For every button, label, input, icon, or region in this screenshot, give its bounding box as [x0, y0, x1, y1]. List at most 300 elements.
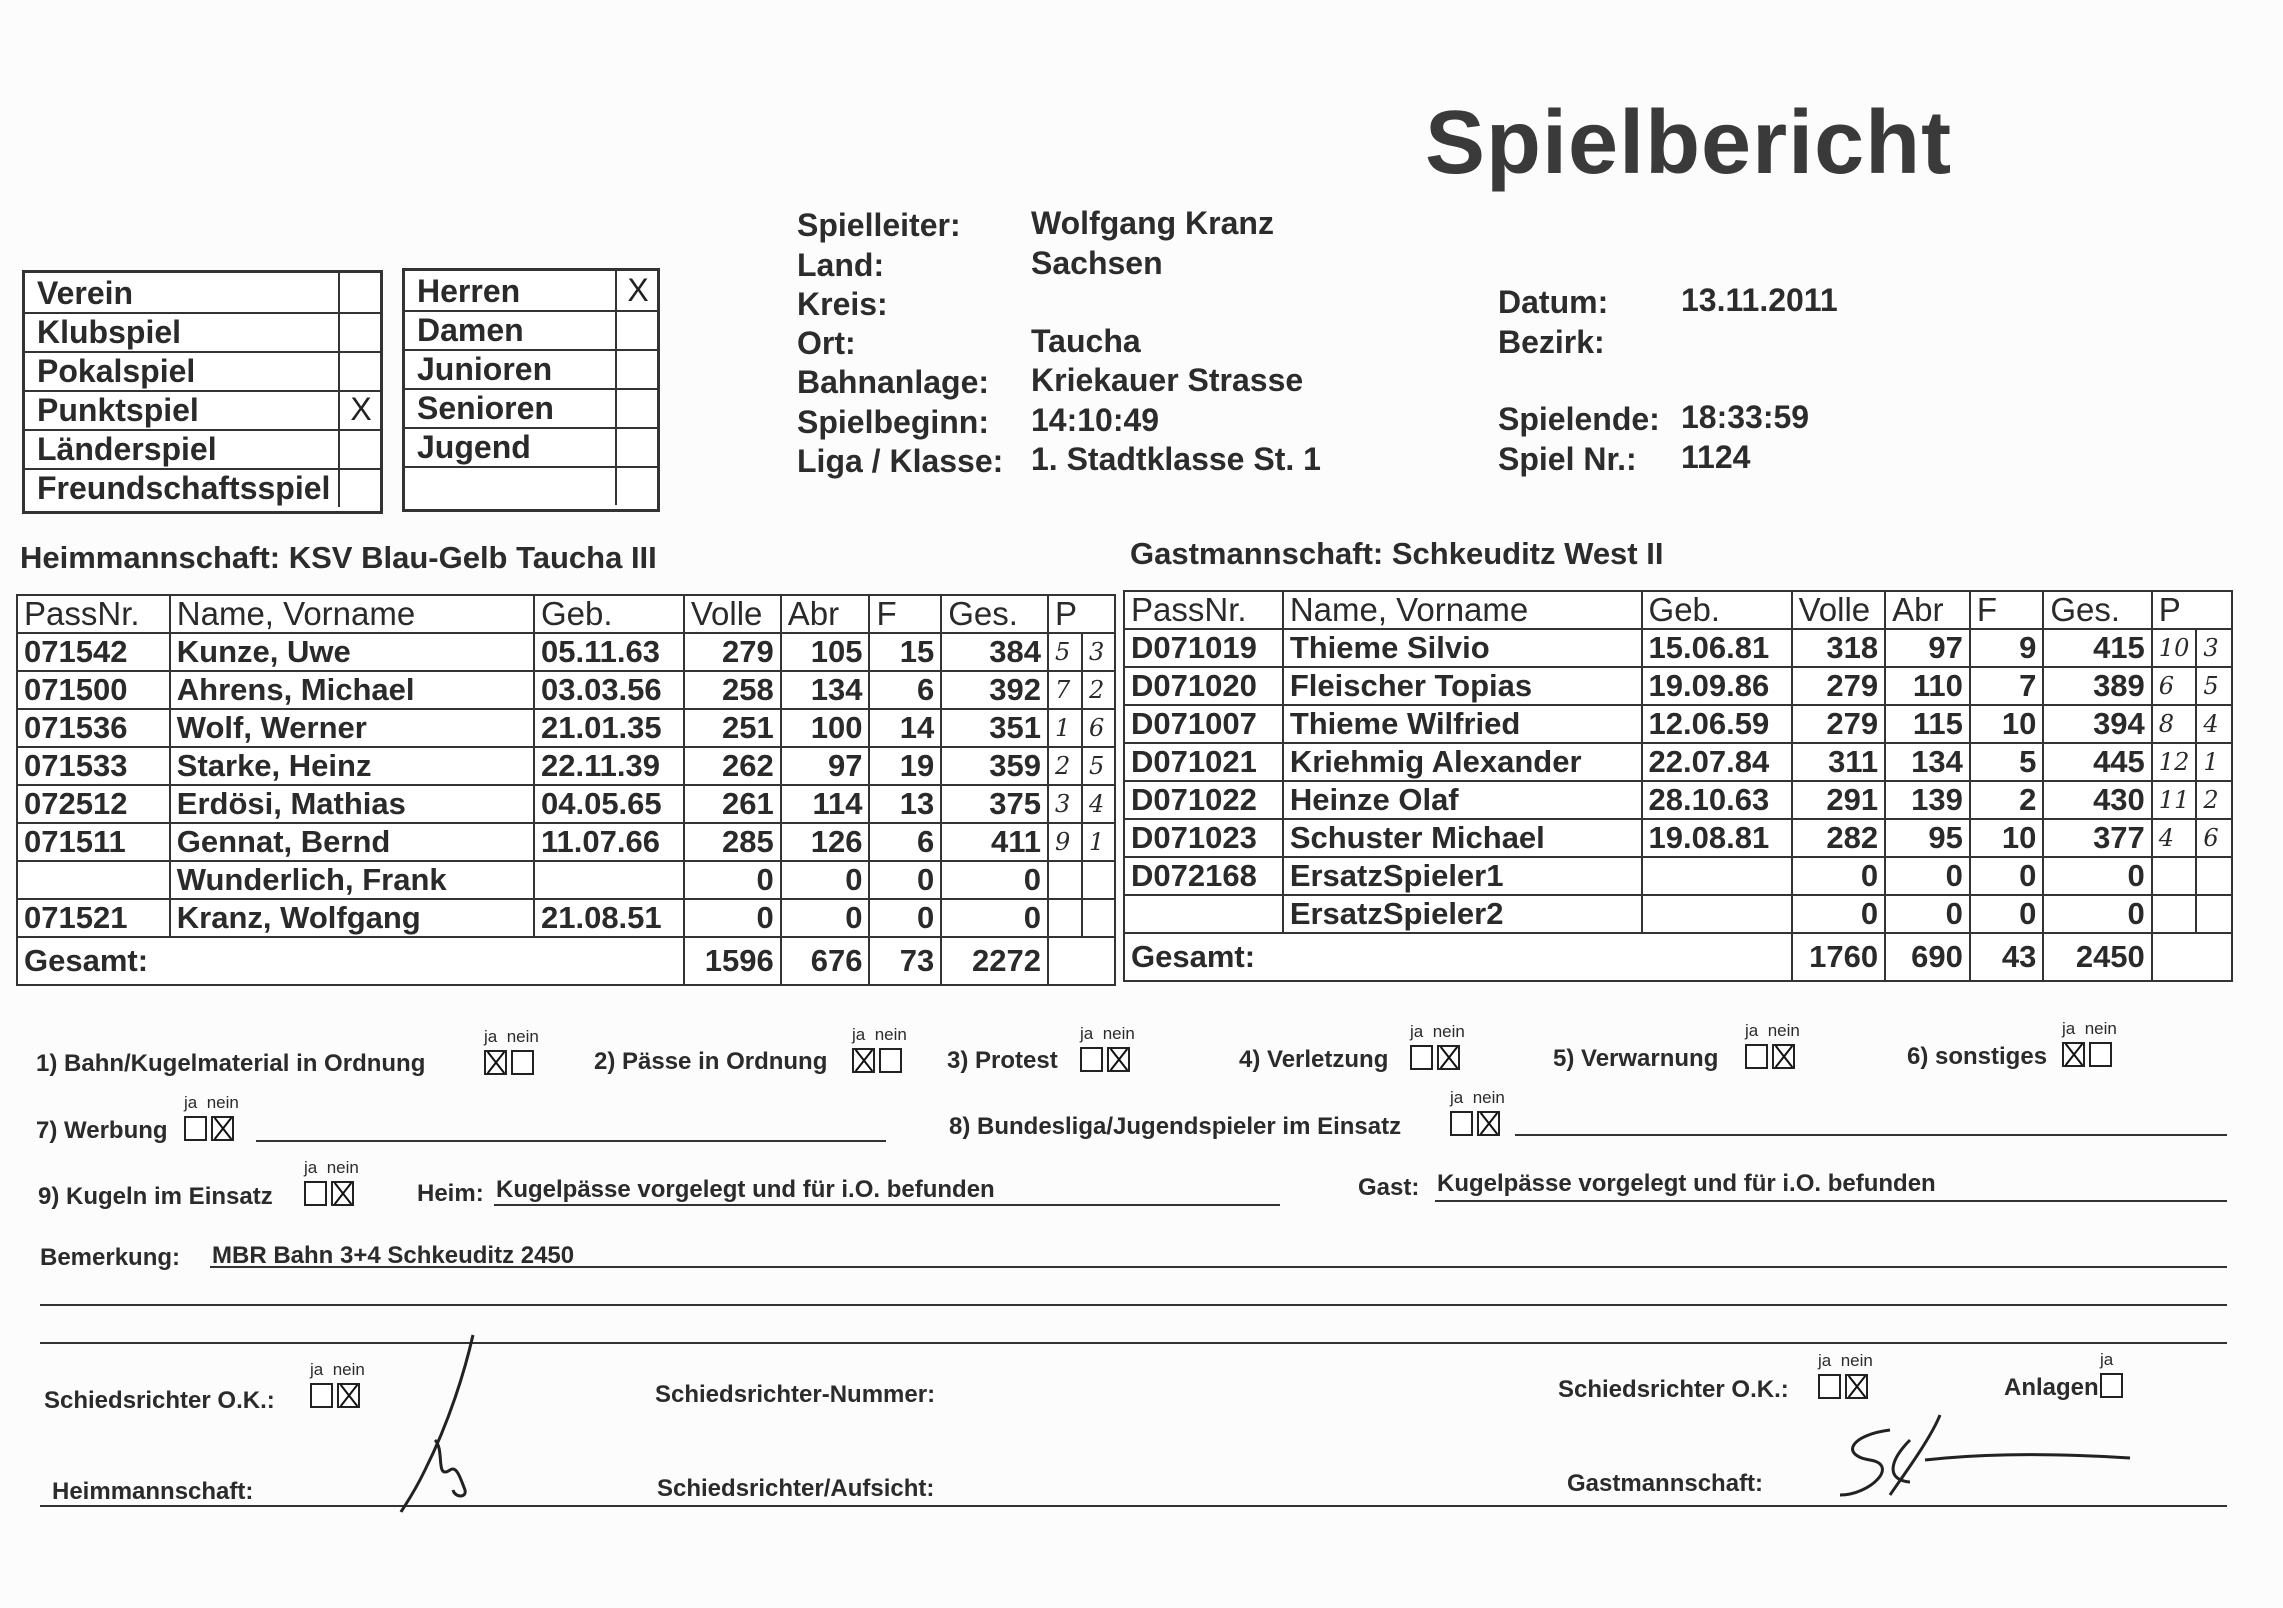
- ref-ok-left-ja-checkbox[interactable]: [310, 1383, 333, 1408]
- heim-label: Heim:: [417, 1180, 484, 1207]
- table-cell: 279: [684, 633, 781, 671]
- table-cell: Gennat, Bernd: [170, 823, 534, 861]
- totals-points-cell: [2152, 933, 2232, 981]
- points-cell: 1: [2196, 743, 2232, 781]
- ref-ok-right-label: Schiedsrichter O.K.:: [1558, 1376, 1789, 1403]
- table-row: [17, 899, 1115, 937]
- category-checkbox[interactable]: [615, 427, 659, 466]
- ja-nein-label: ja nein: [1080, 1024, 1135, 1043]
- table-row: [17, 785, 1115, 823]
- table-header-row: [17, 595, 1115, 633]
- table-cell: [1124, 895, 1283, 933]
- total-value: 2450: [2043, 933, 2151, 981]
- points-cell: 4: [2196, 705, 2232, 743]
- game-type-box: [22, 270, 383, 514]
- table-cell: 110: [1885, 667, 1970, 705]
- table-cell: 0: [869, 899, 941, 937]
- info-label: Spielbeginn:: [797, 404, 989, 440]
- info-label: Spielleiter:: [797, 207, 961, 243]
- anlagen-checkboxes: [2100, 1373, 2123, 1398]
- home-team-name: KSV Blau-Gelb Taucha III: [288, 540, 657, 575]
- table-row: [1124, 667, 2232, 705]
- ja-nein-label: ja nein: [484, 1027, 539, 1046]
- table-header-row: [1124, 591, 2232, 629]
- table-cell: 126: [781, 823, 870, 861]
- points-cell: 7: [1048, 671, 1082, 709]
- table-cell: 19.08.81: [1642, 819, 1792, 857]
- table-cell: Starke, Heinz: [170, 747, 534, 785]
- category-label: Damen: [417, 312, 524, 348]
- column-header: PassNr.: [17, 595, 170, 633]
- table-cell: Wunderlich, Frank: [170, 861, 534, 899]
- table-cell: 071533: [17, 747, 170, 785]
- remark-line: [40, 1342, 2227, 1344]
- game-type-row: [25, 429, 380, 470]
- ref-ok-right-nein-checkbox[interactable]: [1845, 1374, 1868, 1399]
- column-header: Name, Vorname: [170, 595, 534, 633]
- q3-label: 3) Protest: [947, 1047, 1058, 1074]
- game-type-checkbox[interactable]: X: [338, 390, 382, 429]
- ja-nein-label: ja nein: [304, 1158, 359, 1177]
- table-cell: Thieme Wilfried: [1283, 705, 1642, 743]
- points-cell: [1082, 861, 1115, 899]
- info-label: Liga / Klasse:: [797, 443, 1004, 479]
- game-type-label: Länderspiel: [37, 431, 217, 467]
- table-cell: 19.09.86: [1642, 667, 1792, 705]
- table-cell: 430: [2043, 781, 2151, 819]
- game-type-row: [25, 468, 380, 507]
- table-cell: Kunze, Uwe: [170, 633, 534, 671]
- table-cell: 0: [2043, 857, 2151, 895]
- game-type-checkbox[interactable]: [338, 429, 382, 468]
- table-cell: 0: [684, 899, 781, 937]
- column-header: F: [869, 595, 941, 633]
- table-cell: Ahrens, Michael: [170, 671, 534, 709]
- game-type-row: [25, 273, 380, 314]
- table-cell: D071023: [1124, 819, 1283, 857]
- table-cell: 0: [1970, 857, 2043, 895]
- heim-underline: [494, 1204, 1280, 1206]
- table-cell: 0: [684, 861, 781, 899]
- table-cell: 6: [869, 823, 941, 861]
- game-type-checkbox[interactable]: [338, 351, 382, 390]
- info-value: Wolfgang Kranz: [1031, 205, 1274, 241]
- table-cell: 282: [1792, 819, 1886, 857]
- table-cell: 139: [1885, 781, 1970, 819]
- table-row: [17, 671, 1115, 709]
- gast-text: Kugelpässe vorgelegt und für i.O. befunden: [1437, 1170, 1936, 1197]
- table-cell: 105: [781, 633, 870, 671]
- total-value: 73: [869, 937, 941, 985]
- table-cell: 0: [869, 861, 941, 899]
- q5-ja-checkbox[interactable]: [1745, 1044, 1768, 1069]
- table-cell: 15: [869, 633, 941, 671]
- column-header: Ges.: [2043, 591, 2151, 629]
- gast-label: Gast:: [1358, 1174, 1420, 1201]
- table-cell: Kranz, Wolfgang: [170, 899, 534, 937]
- table-cell: Fleischer Topias: [1283, 667, 1642, 705]
- points-cell: 3: [1082, 633, 1115, 671]
- column-header: Ges.: [941, 595, 1048, 633]
- table-cell: 375: [941, 785, 1048, 823]
- table-cell: 04.05.65: [534, 785, 684, 823]
- info-label: Kreis:: [797, 286, 888, 322]
- guest-team-signature-label: Gastmannschaft:: [1567, 1470, 1764, 1497]
- table-cell: D071019: [1124, 629, 1283, 667]
- total-value: 690: [1885, 933, 1970, 981]
- points-cell: 4: [2152, 819, 2197, 857]
- ja-nein-label: ja nein: [852, 1025, 907, 1044]
- table-cell: 12.06.59: [1642, 705, 1792, 743]
- game-type-checkbox[interactable]: [338, 312, 382, 351]
- column-header: Geb.: [1642, 591, 1792, 629]
- table-cell: 071500: [17, 671, 170, 709]
- points-cell: 1: [1082, 823, 1115, 861]
- q7-checkboxes: [184, 1116, 234, 1141]
- table-row: [1124, 781, 2232, 819]
- table-row: [17, 747, 1115, 785]
- remark-line: [40, 1304, 2227, 1306]
- q7-underline: [256, 1140, 886, 1142]
- q1-label: 1) Bahn/Kugelmaterial in Ordnung: [36, 1050, 426, 1077]
- table-cell: 0: [2043, 895, 2151, 933]
- ja-nein-label: ja nein: [1745, 1021, 1800, 1040]
- points-cell: 2: [1048, 747, 1082, 785]
- table-cell: 0: [1792, 857, 1886, 895]
- table-cell: 0: [941, 899, 1048, 937]
- points-cell: 2: [1082, 671, 1115, 709]
- table-cell: 6: [869, 671, 941, 709]
- table-row: [17, 633, 1115, 671]
- points-cell: [1082, 899, 1115, 937]
- q4-nein-checkbox[interactable]: [1437, 1045, 1460, 1070]
- points-cell: 6: [2196, 819, 2232, 857]
- q3-ja-checkbox[interactable]: [1080, 1047, 1103, 1072]
- totals-points-cell: [1048, 937, 1115, 985]
- table-cell: 22.07.84: [1642, 743, 1792, 781]
- q8-label: 8) Bundesliga/Jugendspieler im Einsatz: [949, 1113, 1402, 1140]
- info-value: 1124: [1681, 439, 1751, 475]
- total-value: 1760: [1792, 933, 1886, 981]
- table-row: [1124, 857, 2232, 895]
- q1-checkboxes: [484, 1050, 534, 1075]
- table-cell: 9: [1970, 629, 2043, 667]
- supervisor-signature-label: Schiedsrichter/Aufsicht:: [657, 1475, 935, 1502]
- points-cell: 9: [1048, 823, 1082, 861]
- points-cell: 10: [2152, 629, 2197, 667]
- category-row: [405, 427, 657, 468]
- q6-nein-checkbox[interactable]: [2089, 1042, 2112, 1067]
- total-value: 43: [1970, 933, 2043, 981]
- column-header: Name, Vorname: [1283, 591, 1642, 629]
- table-cell: 0: [1885, 895, 1970, 933]
- home-team-heading: [20, 540, 657, 576]
- info-label: Ort:: [797, 325, 856, 361]
- table-cell: 0: [1792, 895, 1886, 933]
- q6-label: 6) sonstiges: [1907, 1043, 2048, 1070]
- table-cell: 10: [1970, 705, 2043, 743]
- category-box: [402, 268, 660, 512]
- q5-checkboxes: [1745, 1044, 1795, 1069]
- table-cell: 97: [1885, 629, 1970, 667]
- points-cell: [2196, 895, 2232, 933]
- table-cell: 071521: [17, 899, 170, 937]
- ref-ok-left-checkboxes: [310, 1383, 360, 1408]
- q9-nein-checkbox[interactable]: [331, 1181, 354, 1206]
- game-type-label: Pokalspiel: [37, 353, 196, 389]
- category-label: Senioren: [417, 390, 554, 426]
- info-value: Kriekauer Strasse: [1031, 362, 1304, 398]
- guest-team-heading: [1130, 536, 1663, 572]
- info-value: Sachsen: [1031, 245, 1163, 281]
- totals-row: [17, 937, 1115, 985]
- category-label: Junioren: [417, 351, 553, 387]
- remark-text: MBR Bahn 3+4 Schkeuditz 2450: [212, 1242, 575, 1269]
- guest-team-label: Gastmannschaft:: [1130, 536, 1384, 571]
- points-cell: [1048, 899, 1082, 937]
- info-label: Spielende:: [1498, 401, 1660, 437]
- q9-label: 9) Kugeln im Einsatz: [38, 1183, 273, 1210]
- points-cell: 2: [2196, 781, 2232, 819]
- table-cell: 10: [1970, 819, 2043, 857]
- column-header: PassNr.: [1124, 591, 1283, 629]
- guest-team-name: Schkeuditz West II: [1391, 536, 1664, 571]
- anlagen-label: Anlagen: [2004, 1374, 2099, 1401]
- info-value: 1. Stadtklasse St. 1: [1031, 441, 1321, 477]
- ref-ok-left-nein-checkbox[interactable]: [337, 1383, 360, 1408]
- q1-ja-checkbox[interactable]: [484, 1050, 507, 1075]
- table-cell: 15.06.81: [1642, 629, 1792, 667]
- table-cell: 134: [1885, 743, 1970, 781]
- table-cell: 384: [941, 633, 1048, 671]
- table-cell: 291: [1792, 781, 1886, 819]
- column-header: Abr: [1885, 591, 1970, 629]
- table-cell: 19: [869, 747, 941, 785]
- category-checkbox[interactable]: [615, 310, 659, 349]
- category-label: Jugend: [417, 429, 531, 465]
- game-type-checkbox[interactable]: [338, 273, 382, 312]
- table-cell: 13: [869, 785, 941, 823]
- table-cell: 071542: [17, 633, 170, 671]
- table-cell: [17, 861, 170, 899]
- total-value: 2272: [941, 937, 1048, 985]
- info-label: Bahnanlage:: [797, 364, 990, 400]
- category-row: [405, 271, 657, 312]
- table-row: [1124, 819, 2232, 857]
- game-type-row: [25, 390, 380, 431]
- ref-ok-right-checkboxes: [1818, 1374, 1868, 1399]
- table-cell: 05.11.63: [534, 633, 684, 671]
- q8-nein-checkbox[interactable]: [1477, 1111, 1500, 1136]
- table-cell: 071511: [17, 823, 170, 861]
- game-type-checkbox[interactable]: [338, 468, 382, 507]
- table-cell: 100: [781, 709, 870, 747]
- points-cell: 1: [1048, 709, 1082, 747]
- guest-score-table: [1123, 590, 2233, 982]
- q2-nein-checkbox[interactable]: [879, 1048, 902, 1073]
- table-cell: 134: [781, 671, 870, 709]
- game-type-label: Punktspiel: [37, 392, 199, 428]
- points-cell: 11: [2152, 781, 2197, 819]
- table-cell: ErsatzSpieler1: [1283, 857, 1642, 895]
- anlagen-ja-checkbox[interactable]: [2100, 1373, 2123, 1398]
- points-cell: [1048, 861, 1082, 899]
- category-checkbox[interactable]: [615, 349, 659, 388]
- points-cell: 5: [2196, 667, 2232, 705]
- guest-signature: [1830, 1410, 2140, 1500]
- table-cell: 0: [1885, 857, 1970, 895]
- points-cell: 6: [2152, 667, 2197, 705]
- category-checkbox[interactable]: X: [615, 271, 659, 310]
- ref-number-label: Schiedsrichter-Nummer:: [655, 1381, 936, 1408]
- home-team-signature-label: Heimmannschaft:: [52, 1478, 254, 1505]
- table-cell: 389: [2043, 667, 2151, 705]
- table-cell: [1642, 857, 1792, 895]
- game-type-row: [25, 351, 380, 392]
- table-cell: Thieme Silvio: [1283, 629, 1642, 667]
- q5-nein-checkbox[interactable]: [1772, 1044, 1795, 1069]
- table-cell: 0: [941, 861, 1048, 899]
- ref-ok-left-label: Schiedsrichter O.K.:: [44, 1387, 275, 1414]
- table-cell: 7: [1970, 667, 2043, 705]
- totals-label: Gesamt:: [17, 937, 684, 985]
- table-cell: 359: [941, 747, 1048, 785]
- table-cell: D071020: [1124, 667, 1283, 705]
- signature-line: [40, 1505, 2227, 1507]
- info-label: Land:: [797, 247, 885, 283]
- q8-underline: [1515, 1134, 2227, 1136]
- table-cell: D072168: [1124, 857, 1283, 895]
- q2-checkboxes: [852, 1048, 902, 1073]
- column-header: F: [1970, 591, 2043, 629]
- info-value: 14:10:49: [1031, 402, 1160, 438]
- table-cell: 115: [1885, 705, 1970, 743]
- table-cell: 261: [684, 785, 781, 823]
- q8-ja-checkbox[interactable]: [1450, 1111, 1473, 1136]
- table-cell: 28.10.63: [1642, 781, 1792, 819]
- category-checkbox[interactable]: [615, 388, 659, 427]
- category-row: [405, 466, 657, 505]
- table-cell: 415: [2043, 629, 2151, 667]
- q4-checkboxes: [1410, 1045, 1460, 1070]
- info-value: Taucha: [1031, 323, 1141, 359]
- table-cell: 394: [2043, 705, 2151, 743]
- ja-nein-label: ja nein: [2062, 1019, 2117, 1038]
- table-cell: 21.08.51: [534, 899, 684, 937]
- q6-checkboxes: [2062, 1042, 2112, 1067]
- table-cell: 318: [1792, 629, 1886, 667]
- table-cell: 377: [2043, 819, 2151, 857]
- table-cell: 2: [1970, 781, 2043, 819]
- table-cell: 22.11.39: [534, 747, 684, 785]
- table-cell: 5: [1970, 743, 2043, 781]
- table-row: [1124, 743, 2232, 781]
- category-checkbox[interactable]: [615, 466, 659, 505]
- q7-nein-checkbox[interactable]: [211, 1116, 234, 1141]
- table-cell: 445: [2043, 743, 2151, 781]
- table-cell: 114: [781, 785, 870, 823]
- ref-ok-right-ja-checkbox[interactable]: [1818, 1374, 1841, 1399]
- column-header: Abr: [781, 595, 870, 633]
- q6-ja-checkbox[interactable]: [2062, 1042, 2085, 1067]
- q4-ja-checkbox[interactable]: [1410, 1045, 1433, 1070]
- remark-line: [210, 1266, 2227, 1268]
- table-cell: 95: [1885, 819, 1970, 857]
- ja-nein-label: ja nein: [1450, 1088, 1505, 1107]
- home-team-label: Heimmannschaft:: [20, 540, 281, 575]
- table-cell: 21.01.35: [534, 709, 684, 747]
- gast-underline: [1435, 1200, 2227, 1202]
- table-row: [17, 861, 1115, 899]
- table-cell: 311: [1792, 743, 1886, 781]
- table-cell: 351: [941, 709, 1048, 747]
- totals-row: [1124, 933, 2232, 981]
- table-cell: 262: [684, 747, 781, 785]
- table-cell: 392: [941, 671, 1048, 709]
- table-cell: 071536: [17, 709, 170, 747]
- ja-nein-label: ja nein: [184, 1093, 239, 1112]
- table-cell: 279: [1792, 667, 1886, 705]
- table-cell: 0: [781, 861, 870, 899]
- q8-checkboxes: [1450, 1111, 1500, 1136]
- table-cell: 11.07.66: [534, 823, 684, 861]
- info-value: 13.11.2011: [1681, 282, 1838, 318]
- q3-nein-checkbox[interactable]: [1107, 1047, 1130, 1072]
- q2-label: 2) Pässe in Ordnung: [594, 1048, 828, 1075]
- q4-label: 4) Verletzung: [1239, 1046, 1389, 1073]
- points-cell: [2152, 857, 2197, 895]
- table-cell: 0: [1970, 895, 2043, 933]
- info-label: Datum:: [1498, 284, 1609, 320]
- totals-label: Gesamt:: [1124, 933, 1792, 981]
- table-cell: 97: [781, 747, 870, 785]
- remark-label: Bemerkung:: [40, 1244, 181, 1271]
- points-cell: 12: [2152, 743, 2197, 781]
- game-type-label: Klubspiel: [37, 314, 182, 350]
- table-row: [1124, 895, 2232, 933]
- info-value: 18:33:59: [1681, 399, 1810, 435]
- q9-ja-checkbox[interactable]: [304, 1181, 327, 1206]
- table-row: [17, 709, 1115, 747]
- q1-nein-checkbox[interactable]: [511, 1050, 534, 1075]
- q7-label: 7) Werbung: [36, 1117, 168, 1144]
- table-cell: 251: [684, 709, 781, 747]
- q5-label: 5) Verwarnung: [1553, 1045, 1719, 1072]
- table-cell: 14: [869, 709, 941, 747]
- table-cell: [534, 861, 684, 899]
- column-header: Volle: [684, 595, 781, 633]
- column-header: Volle: [1792, 591, 1886, 629]
- table-cell: D071007: [1124, 705, 1283, 743]
- column-header: Geb.: [534, 595, 684, 633]
- points-cell: 8: [2152, 705, 2197, 743]
- points-cell: 6: [1082, 709, 1115, 747]
- points-cell: 3: [2196, 629, 2232, 667]
- table-cell: ErsatzSpieler2: [1283, 895, 1642, 933]
- q2-ja-checkbox[interactable]: [852, 1048, 875, 1073]
- q7-ja-checkbox[interactable]: [184, 1116, 207, 1141]
- category-row: [405, 310, 657, 351]
- q3-checkboxes: [1080, 1047, 1130, 1072]
- game-type-row: [25, 312, 380, 353]
- table-cell: Wolf, Werner: [170, 709, 534, 747]
- table-cell: 411: [941, 823, 1048, 861]
- category-label: Herren: [417, 273, 521, 309]
- total-value: 1596: [684, 937, 781, 985]
- table-cell: Kriehmig Alexander: [1283, 743, 1642, 781]
- q9-checkboxes: [304, 1181, 354, 1206]
- table-row: [1124, 629, 2232, 667]
